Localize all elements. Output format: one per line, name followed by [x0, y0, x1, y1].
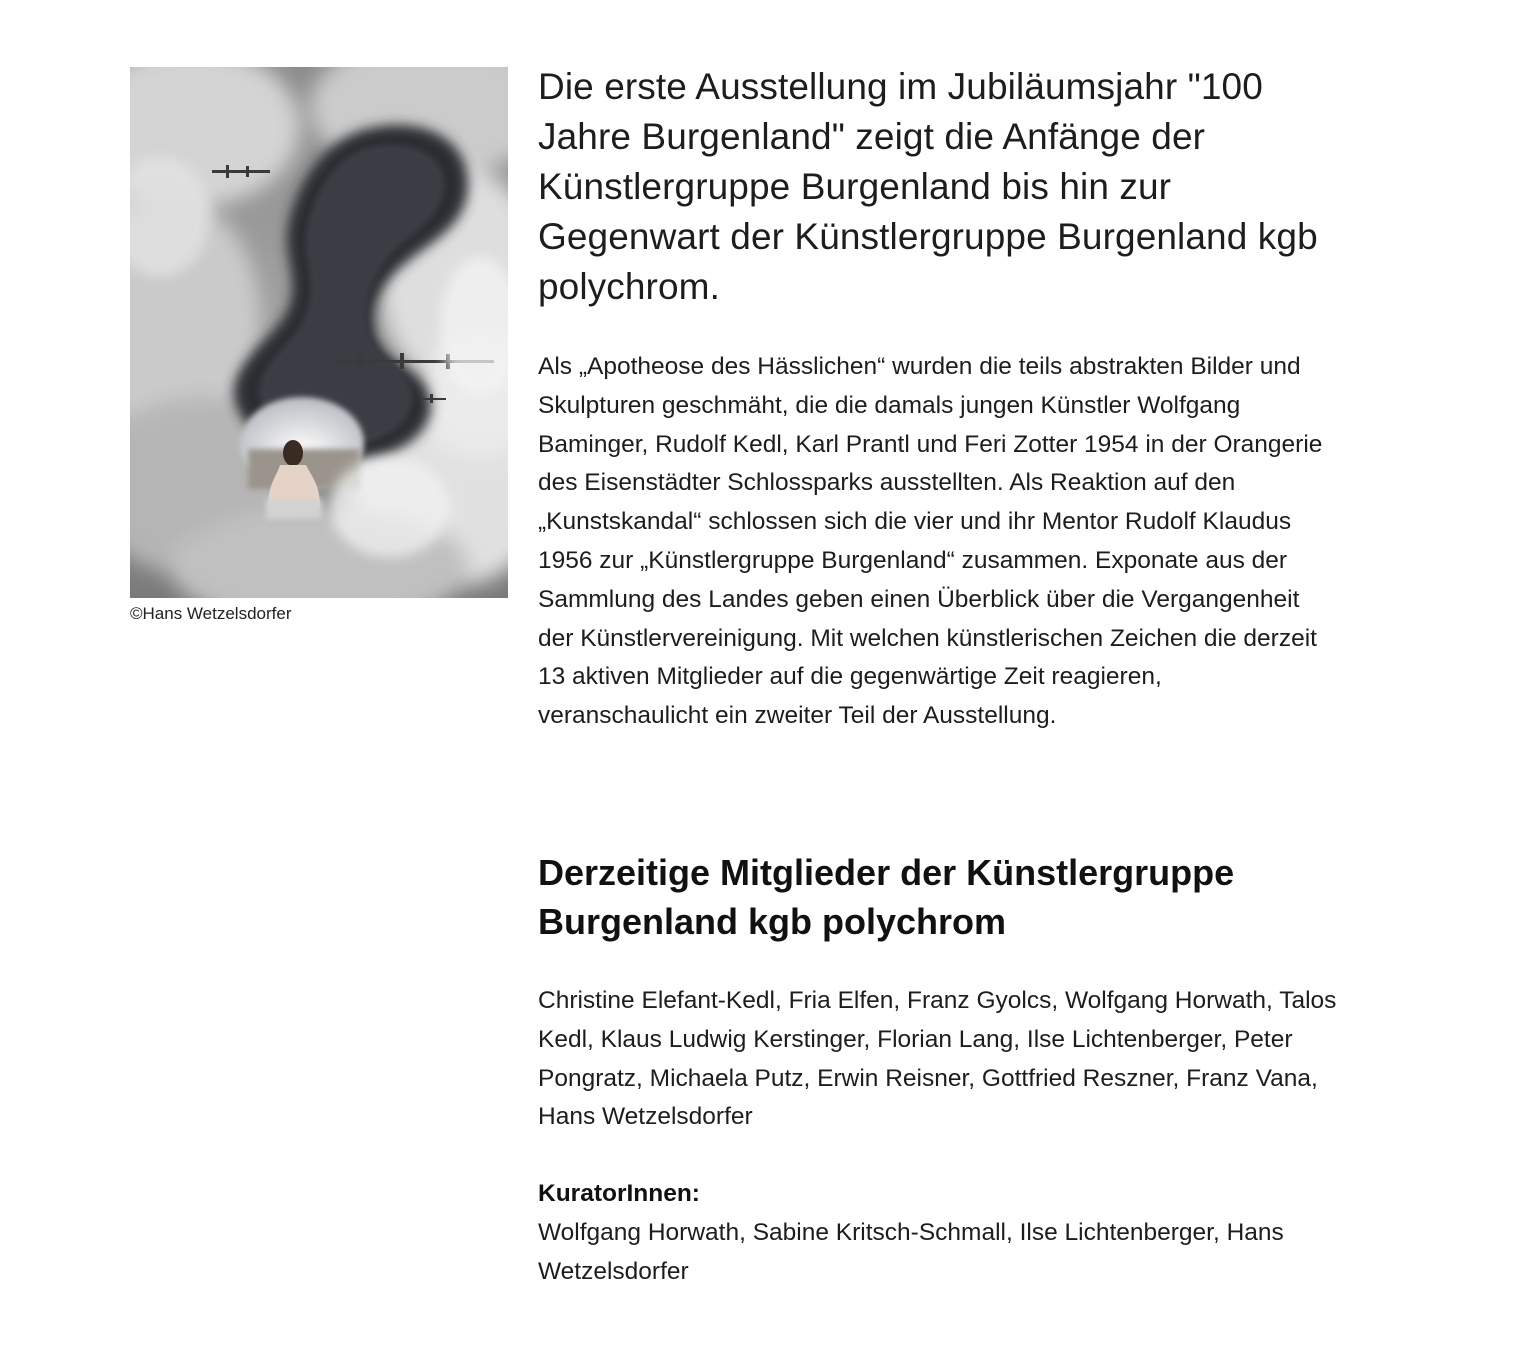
- artwork-figure: [130, 67, 508, 624]
- members-list: Christine Elefant-Kedl, Fria Elfen, Franz Gyolcs, Wolfgang Horwath, Talos Kedl, Klaus Ludwig Kerstinger, Florian Lang, Ilse Lichtenberger, Peter Pongratz, Michaela Putz, Erwin Reisner, Gottfried Reszner, Franz Vana, Hans Wetzelsdorfer: [538, 986, 1337, 1131]
- artwork-image: [130, 67, 508, 598]
- members-heading: Derzeitige Mitglieder der Künstlergruppe Burgenland kgb polychrom: [538, 851, 1235, 942]
- lead-paragraph: Die erste Ausstellung im Jubiläumsjahr "100 Jahre Burgenland" zeigt die Anfänge der Künstlergruppe Burgenland bis hin zur Gegenwart der Künstlergruppe Burgenland kgb polychrom.: [538, 66, 1318, 307]
- article-content: [538, 62, 1338, 1292]
- curators-list: Wolfgang Horwath, Sabine Kritsch-Schmall, Ilse Lichtenberger, Hans Wetzelsdorfer: [538, 1218, 1284, 1285]
- image-caption: ©Hans Wetzelsdorfer: [130, 604, 292, 623]
- body-paragraph: Als „Apotheose des Hässlichen“ wurden die teils abstrakten Bilder und Skulpturen geschmäht, die die damals jungen Künstler Wolfgang Baminger, Rudolf Kedl, Karl Prantl und Feri Zotter 1954 in der Orangerie des Eisenstädter Schlossparks ausstellten. Als Reaktion auf den „Kunstskandal“ schlossen sich die vier und ihr Mentor Rudolf Klaudus 1956 zur „Künstlergruppe Burgenland“ zusammen. Exponate aus der Sammlung des Landes geben einen Überblick über die Vergangenheit der Künstlervereinigung. Mit welchen künstlerischen Zeichen die derzeit 13 aktiven Mitglieder auf die gegenwärtige Zeit reagieren, veranschaulicht ein zweiter Teil der Ausstellung.: [538, 353, 1323, 730]
- curators-label: KuratorInnen:: [538, 1180, 700, 1208]
